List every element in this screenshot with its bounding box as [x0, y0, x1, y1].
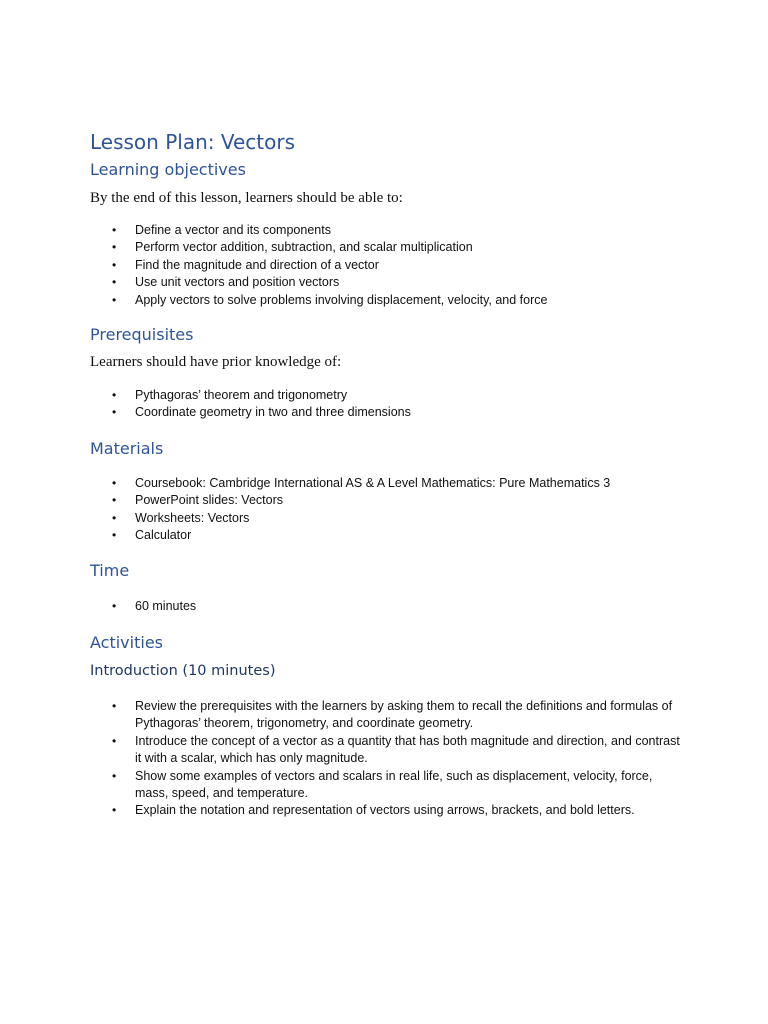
list-item: • Define a vector and its components: [90, 222, 690, 239]
materials-heading: Materials: [90, 438, 164, 458]
bullet-icon: •: [112, 493, 117, 508]
list-item: • Apply vectors to solve problems involving displacement, velocity, and force: [90, 292, 690, 309]
bullet-icon: •: [112, 388, 117, 403]
list-item: • Review the prerequisites with the learners by asking them to recall the definitions and formulas of Pythagoras’ theorem, trigonometry, and coordinate geometry.: [112, 698, 673, 731]
bullet-icon: •: [112, 292, 117, 307]
bullet-icon: •: [112, 405, 117, 420]
document-page: [90, 128, 690, 820]
list-item: • Coordinate geometry in two and three dimensions: [90, 404, 690, 421]
bullet-icon: •: [112, 768, 117, 783]
objectives-heading: Learning objectives: [90, 160, 246, 179]
objectives-list: [90, 222, 690, 309]
bullet-icon: •: [112, 733, 117, 748]
list-item: • Pythagoras’ theorem and trigonometry: [90, 387, 690, 404]
list-item: • Introduce the concept of a vector as a quantity that has both magnitude and direction, and contrast it with a scalar, which has only magnitude.: [112, 733, 680, 766]
bullet-icon: •: [112, 803, 117, 818]
bullet-icon: •: [112, 223, 117, 237]
bullet-icon: •: [112, 599, 117, 614]
list-item: • Coursebook: Cambridge International AS & A Level Mathematics: Pure Mathematics 3: [90, 475, 690, 492]
time-list: [90, 598, 690, 615]
bullet-icon: •: [112, 257, 117, 272]
bullet-icon: •: [112, 698, 117, 713]
time-heading: Time: [90, 561, 130, 581]
bullet-icon: •: [112, 275, 117, 290]
list-item: • Find the magnitude and direction of a vector: [90, 257, 690, 274]
bullet-icon: •: [112, 240, 117, 255]
list-item: • 60 minutes: [90, 598, 690, 615]
materials-list: [90, 475, 690, 545]
bullet-icon: •: [112, 475, 117, 490]
objectives-intro: By the end of this lesson, learners should be able to:: [90, 190, 403, 206]
list-item: • Perform vector addition, subtraction, and scalar multiplication: [90, 239, 690, 256]
list-item: • PowerPoint slides: Vectors: [90, 492, 690, 509]
activities-heading: Activities: [90, 632, 163, 652]
page-title: Lesson Plan: Vectors: [90, 130, 295, 154]
prerequisites-intro: Learners should have prior knowledge of:: [90, 354, 342, 371]
prerequisites-heading: Prerequisites: [90, 325, 194, 345]
list-item: • Worksheets: Vectors: [90, 510, 690, 527]
bullet-icon: •: [112, 510, 117, 525]
list-item: • Show some examples of vectors and scalars in real life, such as displacement, velocity, force, mass, speed, and temperature.: [112, 768, 653, 800]
introduction-heading: Introduction (10 minutes): [90, 662, 276, 679]
bullet-icon: •: [112, 528, 117, 543]
introduction-list: [90, 698, 690, 820]
list-item: • Explain the notation and representation of vectors using arrows, brackets, and bold letters.: [90, 802, 690, 819]
list-item: • Calculator: [90, 527, 690, 544]
list-item: • Use unit vectors and position vectors: [90, 274, 690, 291]
prerequisites-list: [90, 387, 690, 422]
